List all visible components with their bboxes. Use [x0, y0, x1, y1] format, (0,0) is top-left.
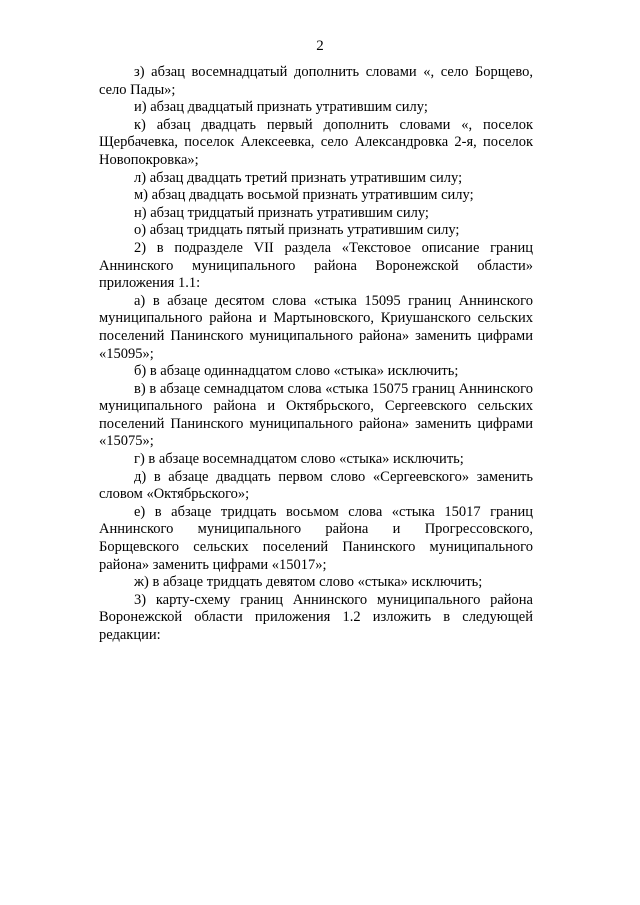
paragraph-z: з) абзац восемнадцатый дополнить словами «, село Борщево, село Пады»; — [99, 64, 533, 98]
paragraph-e: е) в абзаце тридцать восьмом слова «стыка 15017 границ Аннинского муниципального района и Прогрессовского, Борщевского сельских поселений Панинского муниципального района» заменить цифрами «15017»; — [99, 503, 533, 573]
paragraph-item-2: 2) в подразделе VII раздела «Текстовое описание границ Аннинского муниципального района Воронежской области» приложения 1.1: — [99, 239, 533, 292]
paragraph-n: н) абзац тридцатый признать утратившим силу; — [134, 204, 429, 221]
paragraph-v: в) в абзаце семнадцатом слова «стыка 15075 границ Аннинского муниципального района и Октябрьского, Сергеевского сельских поселений Панинского муниципального района» заменить цифрами «15075»; — [99, 380, 533, 450]
paragraph-g: г) в абзаце восемнадцатом слово «стыка» исключить; — [134, 451, 464, 468]
document-body — [99, 64, 533, 645]
paragraph-a: а) в абзаце десятом слова «стыка 15095 границ Аннинского муниципального района и Мартыновского, Криушанского сельских поселений Панинского муниципального района» заменить цифрами «15095»; — [99, 292, 533, 362]
page-number: 2 — [316, 38, 324, 54]
paragraph-k: к) абзац двадцать первый дополнить словами «, поселок Щербачевка, поселок Алексеевка, село Александровка 2-я, поселок Новопокровка»; — [99, 116, 533, 168]
paragraph-b: б) в абзаце одиннадцатом слово «стыка» исключить; — [134, 363, 459, 380]
paragraph-l: л) абзац двадцать третий признать утратившим силу; — [134, 169, 463, 186]
paragraph-d: д) в абзаце двадцать первом слово «Сергеевского» заменить словом «Октябрьского»; — [99, 468, 533, 503]
paragraph-m: м) абзац двадцать восьмой признать утратившим силу; — [134, 187, 474, 204]
paragraph-o: о) абзац тридцать пятый признать утратившим силу; — [134, 222, 460, 239]
paragraph-zh: ж) в абзаце тридцать девятом слово «стыка» исключить; — [134, 574, 483, 591]
paragraph-item-3: 3) карту-схему границ Аннинского муниципального района Воронежской области приложения 1.2 изложить в следующей редакции: — [99, 591, 533, 643]
paragraph-i: и) абзац двадцатый признать утратившим силу; — [134, 99, 428, 116]
